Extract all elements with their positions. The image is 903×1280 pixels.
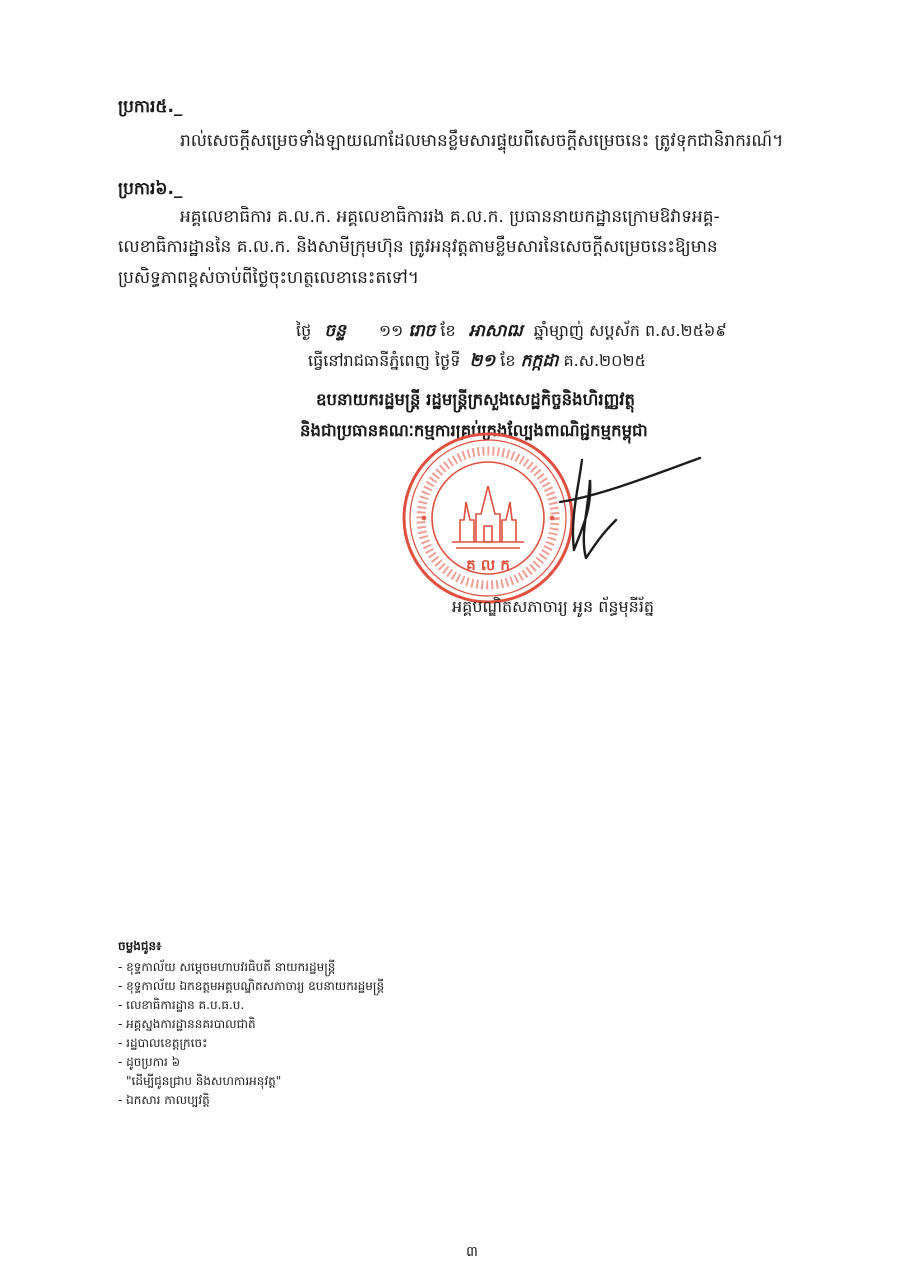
cc-item: - ដូចប្រការ ៦	[118, 1055, 181, 1069]
signatory-name: អគ្គបណ្ឌិតសភាចារ្យ អូន ព័ន្ធមុនីរ័ត្ន	[452, 597, 655, 616]
article-5-text: រាល់សេចក្ដីសម្រេចទាំងឡាយណាដែលមានខ្លឹមសារផ្ទុយពីសេចក្ដីសម្រេចនេះ ត្រូវទុកជានិរាករណ៍។	[180, 131, 784, 151]
cc-item: - ខុទ្ទកាល័យ ឯកឧត្តមអគ្គបណ្ឌិតសភាចារ្យ ឧបនាយករដ្ឋមន្ត្រី	[118, 979, 385, 993]
lunar-suffix: ឆ្នាំម្សាញ់ សប្តស័ក ព.ស.២៥៦៩	[533, 321, 727, 340]
lunar-month-word: ខែ	[440, 321, 456, 340]
gregorian-day-handwritten: ២១	[469, 351, 496, 371]
gregorian-date-line	[308, 350, 646, 375]
article-6-line-3: ប្រសិទ្ធភាពខ្ពស់ចាប់ពីថ្ងៃចុះហត្ថលេខានេះតទៅ។	[118, 268, 419, 288]
cc-heading: ចម្លងជូន៖	[118, 939, 162, 953]
signatory-title-line-2: និងជាប្រធានគណៈកម្មការគ្រប់គ្រងល្បែងពាណិជ្ជកម្មកម្ពុជា	[300, 421, 648, 440]
page-number: ៣	[466, 1244, 478, 1260]
cc-item: - លេខាធិការដ្ឋាន គ.ប.ធ.ប.	[118, 998, 245, 1012]
gregorian-suffix: គ.ស.២០២៥	[563, 351, 646, 370]
cc-item: "ដើម្បីជូនជ្រាប និងសហការអនុវត្ត"	[126, 1074, 282, 1088]
lunar-day-handwritten: ចន្ទ	[324, 321, 346, 341]
lunar-date-line	[296, 320, 727, 345]
article-6-line-1: អគ្គលេខាធិការ គ.ល.ក. អគ្គលេខាធិការរង គ.ល.ក. ប្រធាននាយកដ្ឋានក្រោមឱវាទអគ្គ-	[180, 207, 720, 227]
cc-item: - ខុទ្ទកាល័យ សម្ដេចមហាបវរធិបតី នាយករដ្ឋមន្ត្រី	[118, 960, 336, 974]
cc-list	[118, 958, 384, 1110]
cc-item: - ឯកសារ កាលប្បវត្តិ	[118, 1093, 210, 1107]
signatory-title-line-1: ឧបនាយករដ្ឋមន្ត្រី រដ្ឋមន្ត្រីក្រសួងសេដ្ឋកិច្ចនិងហិរញ្ញវត្ថុ	[316, 390, 635, 409]
article-6-line-2: លេខាធិការដ្ឋាននៃ គ.ល.ក. និងសាមីក្រុមហ៊ុន ត្រូវអនុវត្តតាមខ្លឹមសារនៃសេចក្ដីសម្រេចនេះឱ្យមាន	[118, 237, 718, 257]
lunar-prefix: ថ្ងៃ	[296, 321, 312, 340]
cc-item: - អគ្គស្នងការដ្ឋាននគរបាលជាតិ	[118, 1017, 256, 1031]
signature	[520, 440, 710, 570]
lunar-month-handwritten: អាសាឍ	[468, 321, 523, 341]
gregorian-month-word: ខែ	[500, 351, 516, 370]
gregorian-prefix: ធ្វើនៅរាជធានីភ្នំពេញ ថ្ងៃទី	[308, 351, 461, 370]
cc-item: - រដ្ឋបាលខេត្តក្រចេះ	[118, 1036, 208, 1050]
article-6-heading: ប្រការ៦._	[118, 179, 183, 199]
article-5-heading: ប្រការ៥._	[118, 97, 183, 117]
lunar-count: ១១	[379, 321, 404, 340]
gregorian-month-handwritten: កក្កដា	[520, 351, 559, 371]
seal-abbreviation: គ ល ក	[466, 556, 510, 574]
lunar-phase-handwritten: រោច	[408, 321, 436, 341]
